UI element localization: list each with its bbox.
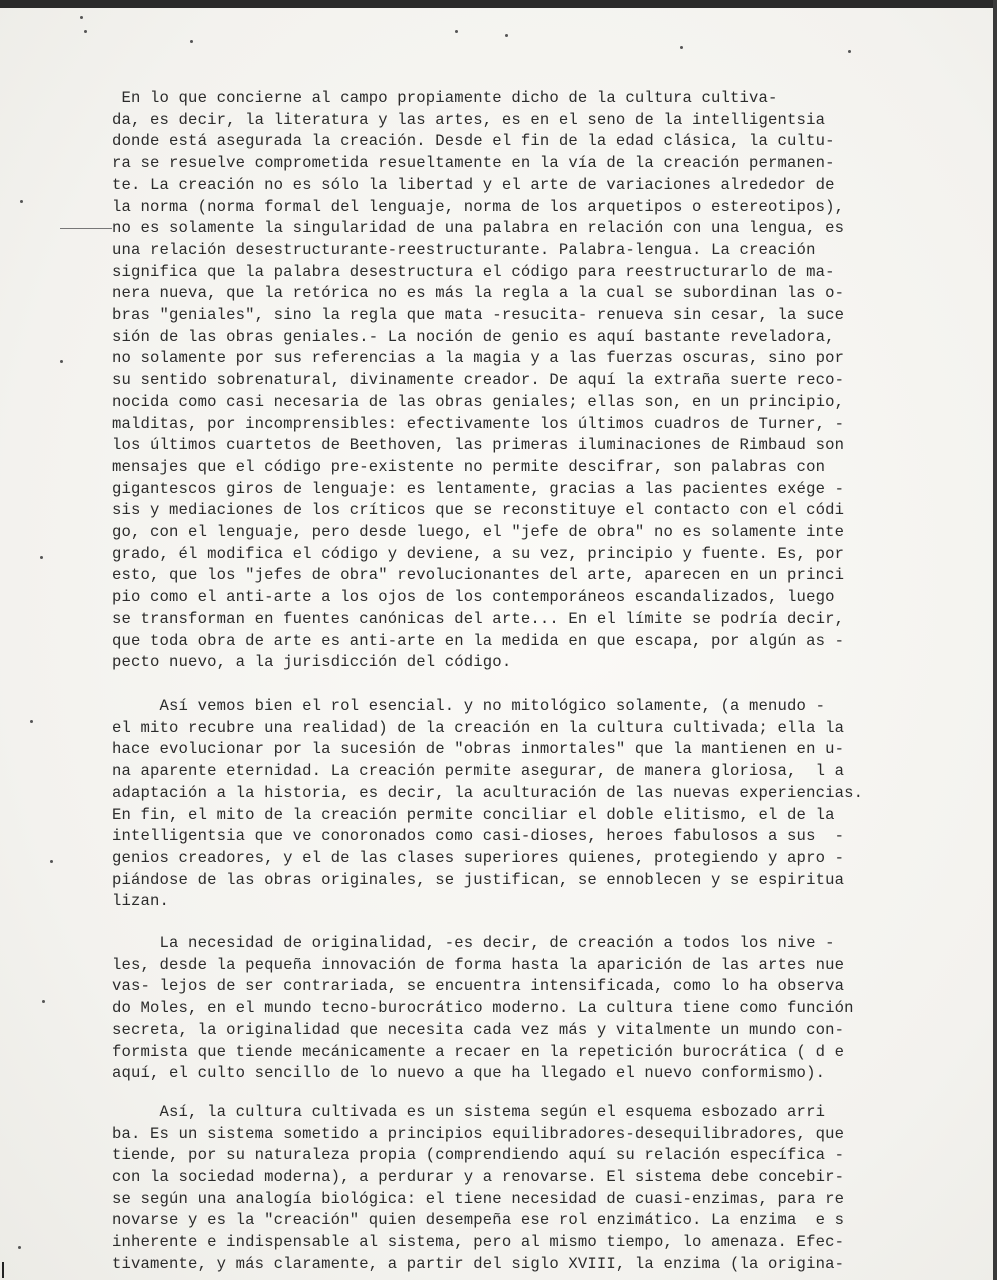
paragraph-spacer: [112, 674, 932, 696]
text-line: los últimos cuartetos de Beethoven, las primeras iluminaciones de Rimbaud son: [112, 436, 845, 455]
text-line: no solamente por sus referencias a la magia y a las fuerzas oscuras, sino por: [112, 349, 845, 368]
scan-speck: [50, 860, 53, 863]
text-line: tivamente, y más claramente, a partir del siglo XVIII, la enzima (la origina-: [112, 1254, 845, 1273]
text-line: do Moles, en el mundo tecno-burocrático moderno. La cultura tiene como función: [112, 999, 854, 1018]
text-line: significa que la palabra desestructura el código para reestructurarlo de ma-: [112, 262, 835, 281]
scan-speck: [20, 200, 23, 203]
paragraph-spacer: [112, 913, 932, 933]
text-line: se transforman en fuentes canónicas del arte... En el límite se podría decir,: [112, 609, 845, 628]
text-line: intelligentsia que ve conoronados como casi-dioses, heroes fabulosos a sus -: [112, 827, 845, 846]
text-line: novarse y es la "creación" quien desempeña ese rol enzimático. La enzima e s: [112, 1211, 845, 1230]
text-line: con la sociedad moderna), a perdurar y a renovarse. El sistema debe concebir-: [112, 1168, 845, 1187]
text-line: donde está asegurada la creación. Desde el fin de la edad clásica, la cultu-: [112, 132, 835, 151]
text-line: sis y mediaciones de los críticos que se reconstituye el contacto con el códi: [112, 501, 845, 520]
scan-speck: [60, 360, 63, 363]
text-line: hace evolucionar por la sucesión de "obras inmortales" que la mantienen en u-: [112, 740, 845, 759]
text-line: Así vemos bien el rol esencial. y no mitológico solamente, (a menudo -: [112, 696, 826, 715]
text-line: go, con el lenguaje, pero desde luego, el "jefe de obra" no es solamente inte: [112, 523, 845, 542]
scan-speck: [18, 1246, 21, 1249]
text-line: grado, él modifica el código y deviene, a su vez, principio y fuente. Es, por: [112, 544, 845, 563]
scan-speck: [84, 30, 87, 33]
text-line: nera nueva, que la retórica no es más la regla a la cual se subordinan las o-: [112, 284, 845, 303]
text-line: que toda obra de arte es anti-arte en la medida en que escapa, por algún as -: [112, 631, 845, 650]
text-line: el mito recubre una realidad) de la creación en la cultura cultivada; ella la: [112, 718, 845, 737]
scan-speck: [505, 34, 508, 37]
text-line: lizan.: [112, 892, 170, 911]
text-line: ra se resuelve comprometida resueltamente en la vía de la creación permanen-: [112, 154, 835, 173]
scan-speck: [40, 556, 43, 559]
text-line: pecto nuevo, a la jurisdicción del código.: [112, 653, 512, 672]
text-line: sión de las obras geniales.- La noción de genio es aquí bastante reveladora,: [112, 327, 835, 346]
text-line: formista que tiende mecánicamente a recaer en la repetición burocrática ( d e: [112, 1042, 845, 1061]
text-line: inherente e indispensable al sistema, pero al mismo tiempo, lo amenaza. Efec-: [112, 1233, 845, 1252]
paragraph-spacer: [112, 1085, 932, 1102]
text-line: adaptación a la historia, es decir, la aculturación de las nuevas experiencias.: [112, 783, 864, 802]
text-line: vas- lejos de ser contrariada, se encuentra intensificada, como lo ha observa: [112, 977, 845, 996]
text-line: genios creadores, y el de las clases superiores quienes, protegiendo y apro -: [112, 848, 845, 867]
scan-speck: [30, 720, 33, 723]
text-line: gigantescos giros de lenguaje: es lentamente, gracias a las pacientes exége -: [112, 479, 845, 498]
scan-speck: [42, 1000, 45, 1003]
text-line: no es solamente la singularidad de una palabra en relación con una lengua, es: [112, 219, 845, 238]
text-line: En lo que concierne al campo propiamente dicho de la cultura cultiva-: [112, 89, 778, 107]
text-line: La necesidad de originalidad, -es decir, de creación a todos los nive -: [112, 934, 835, 953]
text-line: malditas, por incomprensibles: efectivamente los últimos cuadros de Turner, -: [112, 414, 845, 433]
scan-speck: [848, 50, 851, 53]
text-line: su sentido sobrenatural, divinamente creador. De aquí la extraña suerte reco-: [112, 371, 845, 390]
scan-speck: [680, 46, 683, 49]
text-line: nocida como casi necesaria de las obras geniales; ellas son, en un principio,: [112, 392, 845, 411]
paragraph: [112, 88, 932, 674]
scan-mark: [60, 228, 112, 229]
document-text: [112, 88, 932, 1276]
text-line: tiende, por su naturaleza propia (comprendiendo aquí su relación específica -: [112, 1146, 845, 1165]
scan-speck: [455, 30, 458, 33]
text-line: una relación desestructurante-reestructurante. Palabra-lengua. La creación: [112, 240, 816, 259]
text-line: se según una analogía biológica: el tiene necesidad de cuasi-enzimas, para re: [112, 1189, 845, 1208]
paragraph: [112, 933, 932, 1085]
text-line: te. La creación no es sólo la libertad y el arte de variaciones alrededor de: [112, 175, 835, 194]
text-line: les, desde la pequeña innovación de forma hasta la aparición de las artes nue: [112, 955, 845, 974]
text-line: na aparente eternidad. La creación permite asegurar, de manera gloriosa, l a: [112, 762, 845, 781]
text-line: aquí, el culto sencillo de lo nuevo a que ha llegado el nuevo conformismo).: [112, 1064, 826, 1083]
text-line: Así, la cultura cultivada es un sistema según el esquema esbozado arri: [112, 1102, 826, 1121]
paragraph: [112, 696, 932, 913]
text-line: la norma (norma formal del lenguaje, norma de los arquetipos o estereotipos),: [112, 197, 845, 216]
text-line: esto, que los "jefes de obra" revolucionantes del arte, aparecen en un princi: [112, 566, 845, 585]
text-line: mensajes que el código pre-existente no permite descifrar, son palabras con: [112, 457, 826, 476]
text-line: bras "geniales", sino la regla que mata -resucita- renueva sin cesar, la suce: [112, 306, 845, 325]
paragraph: [112, 1102, 932, 1276]
text-line: ba. Es un sistema sometido a principios equilibradores-desequilibradores, que: [112, 1124, 845, 1143]
text-line: secreta, la originalidad que necesita cada vez más y vitalmente un mundo con-: [112, 1020, 845, 1039]
scan-edge-top: [0, 0, 997, 8]
scan-speck: [80, 16, 83, 19]
scan-mark: [2, 1262, 4, 1278]
scan-speck: [190, 40, 193, 43]
text-line: piándose de las obras originales, se justifican, se ennoblecen y se espiritua: [112, 870, 845, 889]
text-line: da, es decir, la literatura y las artes, es en el seno de la intelligentsia: [112, 110, 826, 129]
text-line: pio como el anti-arte a los ojos de los contemporáneos escandalizados, luego: [112, 588, 835, 607]
text-line: En fin, el mito de la creación permite conciliar el doble elitismo, el de la: [112, 805, 835, 824]
scan-edge-right: [993, 0, 997, 1280]
